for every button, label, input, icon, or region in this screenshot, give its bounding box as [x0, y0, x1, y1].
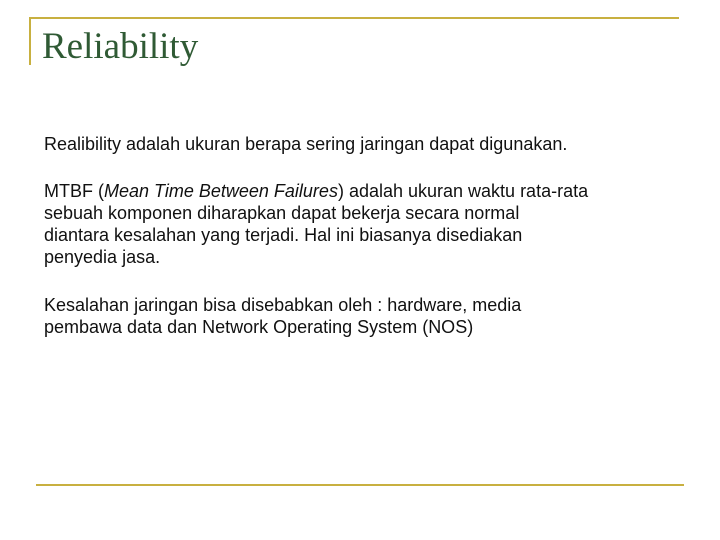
errors-line-2: pembawa data dan Network Operating System (NOS): [44, 317, 474, 337]
paragraph-mtbf: [44, 180, 694, 268]
mtbf-expansion: Mean Time Between Failures: [104, 181, 338, 201]
paragraph-errors: [44, 294, 694, 338]
top-decorative-rule: [29, 17, 679, 19]
mtbf-line-2: sebuah komponen diharapkan dapat bekerja secara normal: [44, 203, 520, 223]
mtbf-line-3: diantara kesalahan yang terjadi. Hal ini biasanya disediakan: [44, 225, 523, 245]
slide-body: [44, 133, 694, 364]
mtbf-line-4: penyedia jasa.: [44, 247, 161, 267]
slide-title: Reliability: [42, 26, 199, 67]
paragraph-reliability: Realibility adalah ukuran berapa sering jaringan dapat digunakan.: [44, 134, 568, 154]
bottom-decorative-rule: [36, 484, 684, 486]
errors-line-1: Kesalahan jaringan bisa disebabkan oleh : hardware, media: [44, 295, 522, 315]
mtbf-prefix: MTBF (: [44, 181, 104, 201]
mtbf-line-1: ) adalah ukuran waktu rata-rata: [337, 181, 589, 201]
left-decorative-rule: [29, 17, 31, 65]
